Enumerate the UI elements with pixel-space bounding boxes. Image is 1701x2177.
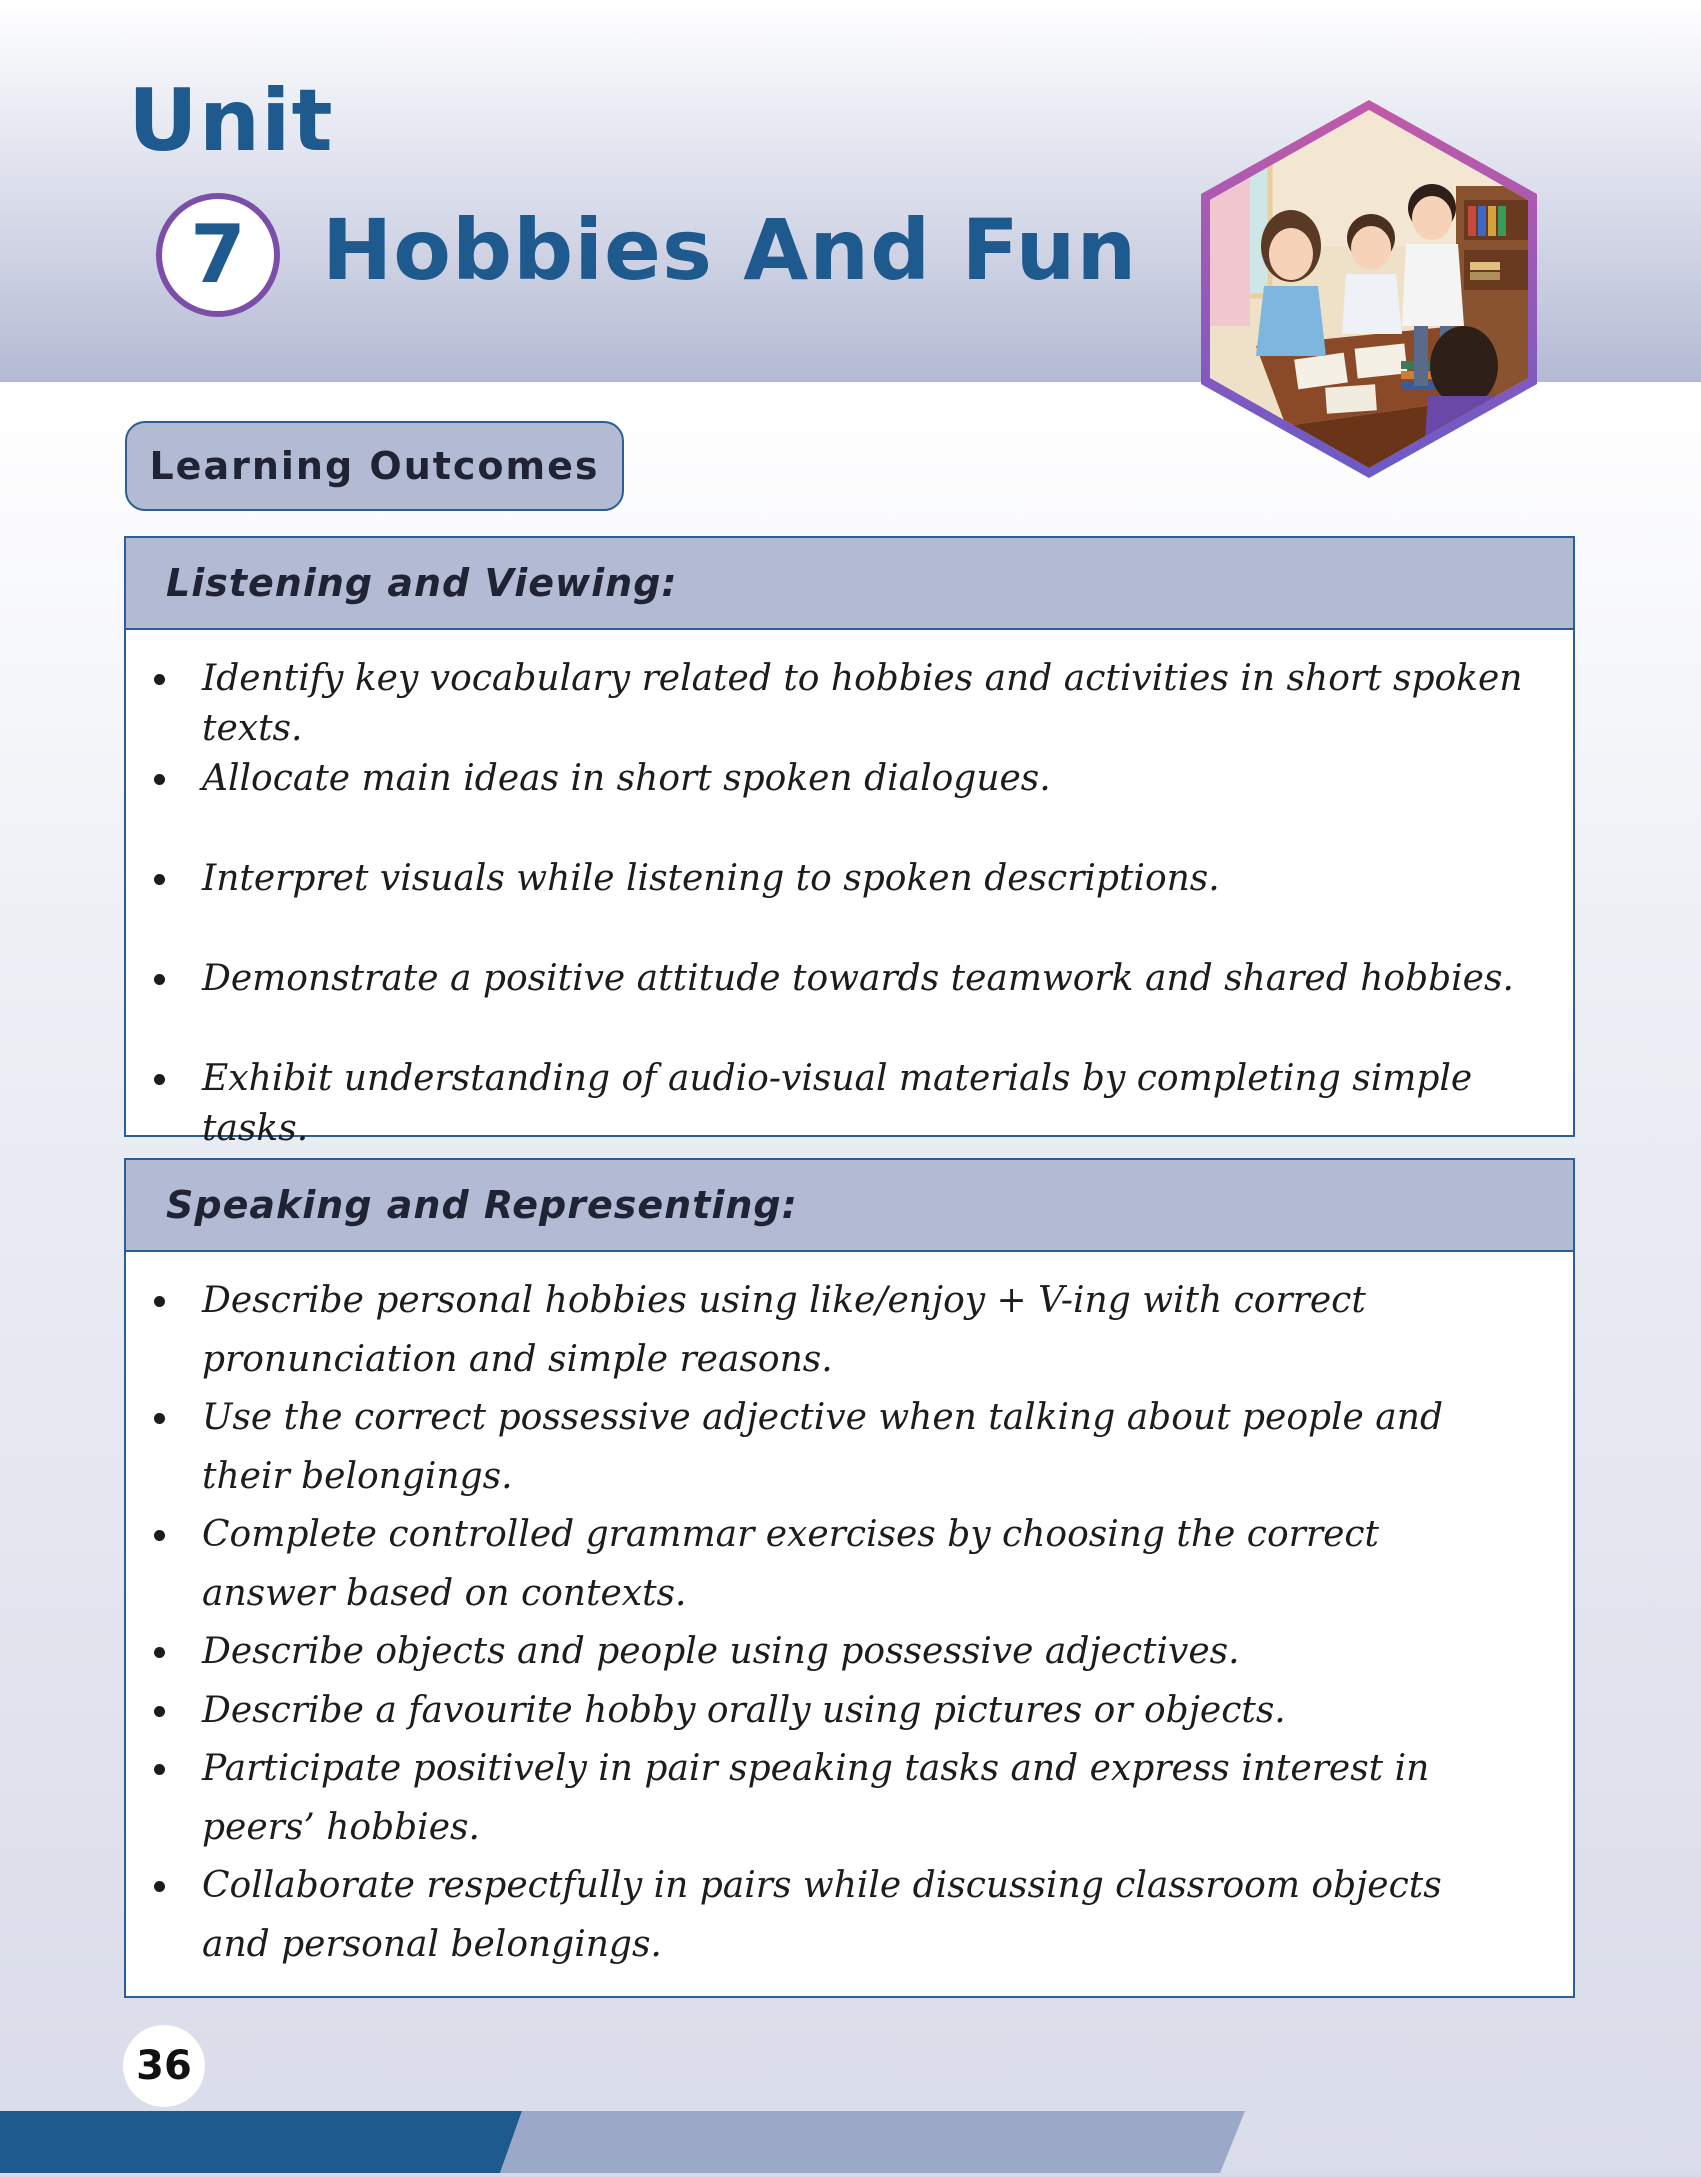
list-item: Participate positively in pair speaking tasks and express interest in peers’ hobbies. [126,1740,1503,1857]
list-item: Identify key vocabulary related to hobbies and activities in short spoken texts. [126,654,1573,754]
list-item: Use the correct possessive adjective when talking about people and their belongings. [126,1389,1503,1506]
list-item: Demonstrate a positive attitude towards teamwork and shared hobbies. [126,954,1573,1054]
page-number-badge [123,2025,205,2107]
unit-title: Hobbies And Fun [322,201,1138,299]
speaking-representing-heading-bar [126,1160,1573,1252]
list-item: Exhibit understanding of audio-visual materials by completing simple tasks. [126,1054,1573,1154]
list-item: Complete controlled grammar exercises by choosing the correct answer based on contexts. [126,1506,1503,1623]
listening-viewing-heading: Listening and Viewing: [166,561,678,605]
listening-viewing-box [124,536,1575,1149]
speaking-outcomes-list [126,1252,1573,1974]
learning-outcomes-text: Learning Outcomes [149,444,600,488]
unit-label: Unit [128,71,334,171]
list-item: Collaborate respectfully in pairs while discussing classroom objects and personal belongings. [126,1857,1503,1974]
list-item: Describe personal hobbies using like/enjoy + V-ing with correct pronunciation and simple reasons. [126,1272,1503,1389]
listening-viewing-heading-bar [126,538,1573,630]
list-item: Interpret visuals while listening to spoken descriptions. [126,854,1573,954]
list-item: Describe objects and people using possessive adjectives. [126,1623,1503,1682]
speaking-representing-box [124,1158,1575,1998]
page-number: 36 [136,2043,192,2089]
list-item: Allocate main ideas in short spoken dialogues. [126,754,1573,854]
unit-number: 7 [190,208,246,301]
learning-outcomes-label [125,421,624,511]
children-with-books-illustration [1196,96,1542,482]
unit-number-badge [156,193,280,317]
listening-outcomes-list [126,630,1573,1154]
list-item: Describe a favourite hobby orally using pictures or objects. [126,1682,1503,1741]
speaking-representing-heading: Speaking and Representing: [166,1183,798,1227]
footer-stripe [0,2111,1701,2173]
